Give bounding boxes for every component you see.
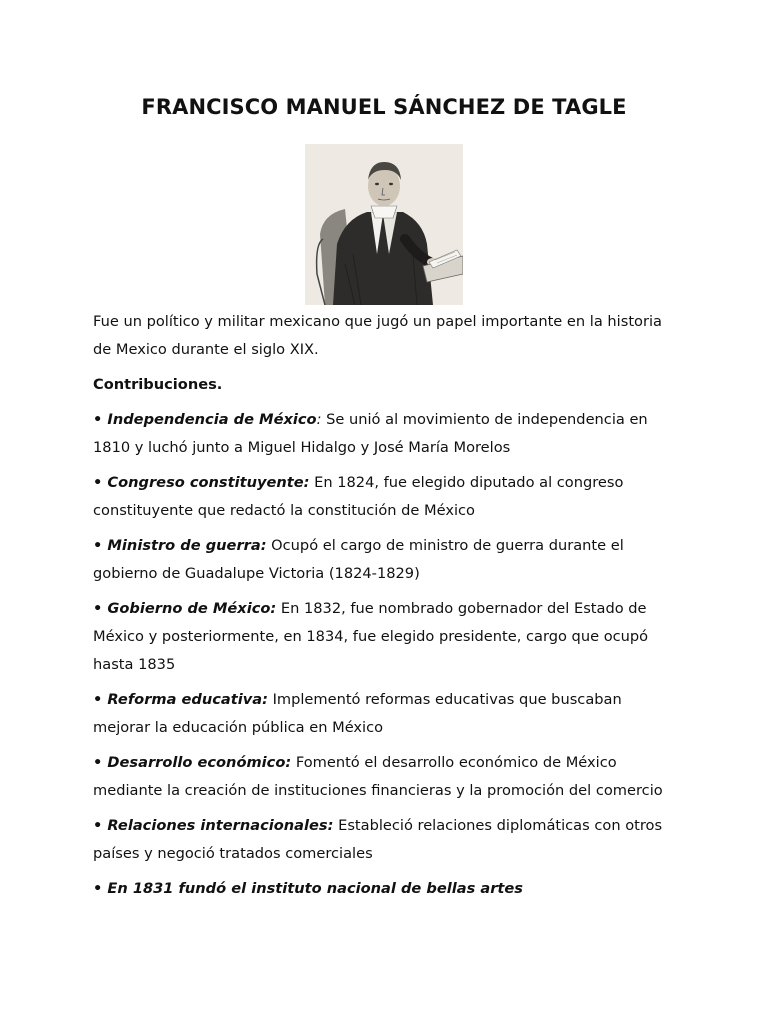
item-label: • Ministro de guerra: (93, 537, 267, 554)
intro-paragraph: Fue un político y militar mexicano que jugó un papel importante en la historia de Mexico durante el siglo XIX. (93, 313, 662, 358)
item-label: • Independencia de México (93, 411, 317, 428)
item-label: • Relaciones internacionales: (93, 817, 334, 834)
item-label: • Reforma educativa: (93, 691, 268, 708)
item-text: Implementó reformas educativas que buscaban mejorar la educación pública en México (93, 691, 622, 736)
list-item (93, 686, 683, 742)
portrait-image (305, 144, 463, 305)
list-item (93, 749, 683, 805)
item-text: En 1832, fue nombrado gobernador del Estado de México y posteriormente, en 1834, fue elegido presidente, cargo que ocupó hasta 1835 (93, 600, 649, 673)
list-item (93, 812, 683, 868)
list-item (93, 406, 683, 462)
item-text: Ocupó el cargo de ministro de guerra durante el gobierno de Guadalupe Victoria (1824-1829) (93, 537, 624, 582)
item-label: • Congreso constituyente: (93, 474, 310, 491)
item-label: • Gobierno de México: (93, 600, 277, 617)
list-item (93, 532, 683, 588)
list-item (93, 875, 683, 903)
contributions-heading: Contribuciones. (93, 376, 223, 393)
item-text: Estableció relaciones diplomáticas con otros países y negoció tratados comerciales (93, 817, 663, 862)
page-title: FRANCISCO MANUEL SÁNCHEZ DE TAGLE (141, 95, 627, 119)
item-label: • En 1831 fundó el instituto nacional de bellas artes (93, 880, 523, 897)
item-separator: : (316, 411, 322, 428)
document-body (93, 308, 683, 910)
item-text: En 1824, fue elegido diputado al congreso constituyente que redactó la constitución de México (93, 474, 624, 519)
list-item (93, 469, 683, 525)
item-label: • Desarrollo económico: (93, 754, 292, 771)
list-item (93, 595, 683, 679)
item-text: Se unió al movimiento de independencia en 1810 y luchó junto a Miguel Hidalgo y José María Morelos (93, 411, 648, 456)
item-text: Fomentó el desarrollo económico de México mediante la creación de instituciones financieras y la promoción del comercio (93, 754, 663, 799)
